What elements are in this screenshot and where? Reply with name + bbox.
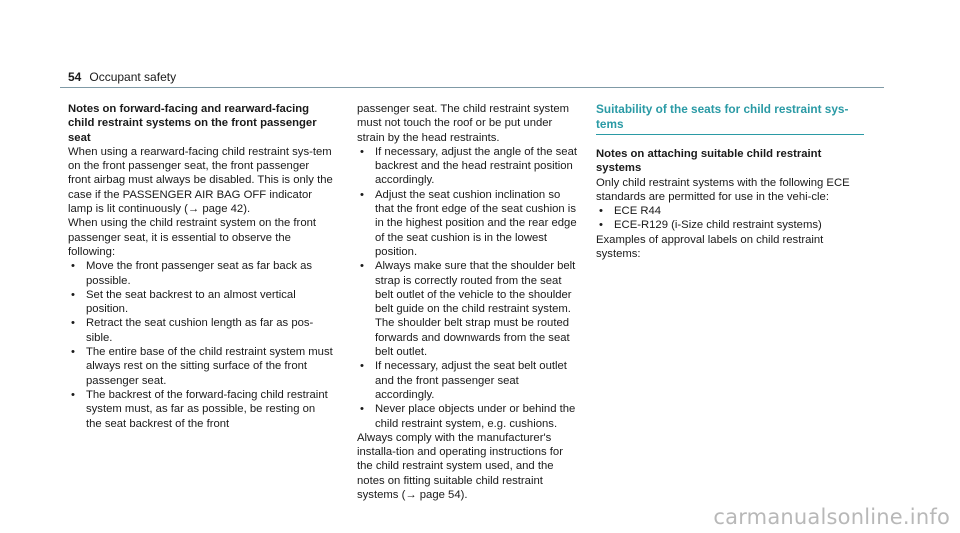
- bullet-list: [357, 145, 577, 431]
- header-section-title: Occupant safety: [89, 70, 177, 84]
- paragraph: passenger seat. The child restraint system must not touch the roof or be put under strain by the head restraints.: [357, 103, 570, 144]
- list-item: • ECE-R129 (i-Size child restraint systems): [596, 218, 866, 232]
- list-item: • If necessary, adjust the seat belt outlet and the front passenger seat accordingly.: [357, 359, 577, 402]
- page-header: [68, 69, 176, 85]
- paragraph: When using the child restraint system on the front passenger seat, it is essential to observe the following:: [68, 217, 317, 258]
- subsection-heading: Notes on attaching suitable child restraint systems: [596, 148, 822, 175]
- section-rule: [596, 134, 864, 135]
- paragraph: When using a rearward-facing child restraint sys-tem on the front passenger seat, the front passenger front airbag must always be disabled. This is only the case if the PASSENGER AIR BAG OFF indicator lamp is lit continuously (→ page 42).: [68, 145, 333, 216]
- list-item: • The entire base of the child restraint system must always rest on the sitting surface of the front passenger seat.: [68, 345, 333, 388]
- bullet-list: [68, 259, 333, 431]
- watermark: carmanualsonline.info: [713, 505, 950, 529]
- section-title: Suitability of the seats for child restraint sys-tems: [596, 102, 849, 131]
- list-item: • Set the seat backrest to an almost vertical position.: [68, 288, 333, 317]
- left-column: [68, 102, 333, 431]
- page-number: 54: [68, 70, 82, 84]
- list-item: • Adjust the seat cushion inclination so that the front edge of the seat cushion is in the highest position and the rear edge of the seat cushion is in the lowest position.: [357, 188, 577, 259]
- bullet-list: [596, 204, 866, 233]
- list-item: • Never place objects under or behind the child restraint system, e.g. cushions.: [357, 402, 577, 431]
- paragraph: Only child restraint systems with the following ECE standards are permitted for use in the vehi-cle:: [596, 176, 850, 203]
- section-heading: Notes on forward-facing and rearward-facing child restraint systems on the front passenger seat: [68, 103, 317, 144]
- list-item: • If necessary, adjust the angle of the seat backrest and the head restraint position accordingly.: [357, 145, 577, 188]
- right-column: [596, 102, 866, 261]
- list-item: • ECE R44: [596, 204, 866, 218]
- list-item: • The backrest of the forward-facing child restraint system must, as far as possible, be resting on the seat backrest of the front: [68, 388, 333, 431]
- middle-column: [357, 102, 577, 502]
- list-item: • Move the front passenger seat as far back as possible.: [68, 259, 333, 288]
- header-rule: [60, 87, 884, 88]
- list-item: • Always make sure that the shoulder belt strap is correctly routed from the seat belt outlet of the vehicle to the shoulder belt guide on the child restraint system. The shoulder belt strap must be routed forwards and downwards from the seat belt outlet.: [357, 259, 577, 359]
- list-item: • Retract the seat cushion length as far as pos-sible.: [68, 316, 333, 345]
- paragraph: Examples of approval labels on child restraint systems:: [596, 233, 824, 261]
- paragraph: Always comply with the manufacturer's installa-tion and operating instructions for the child restraint system used, and the notes on fitting suitable child restraint systems (→ page 54).: [357, 431, 563, 502]
